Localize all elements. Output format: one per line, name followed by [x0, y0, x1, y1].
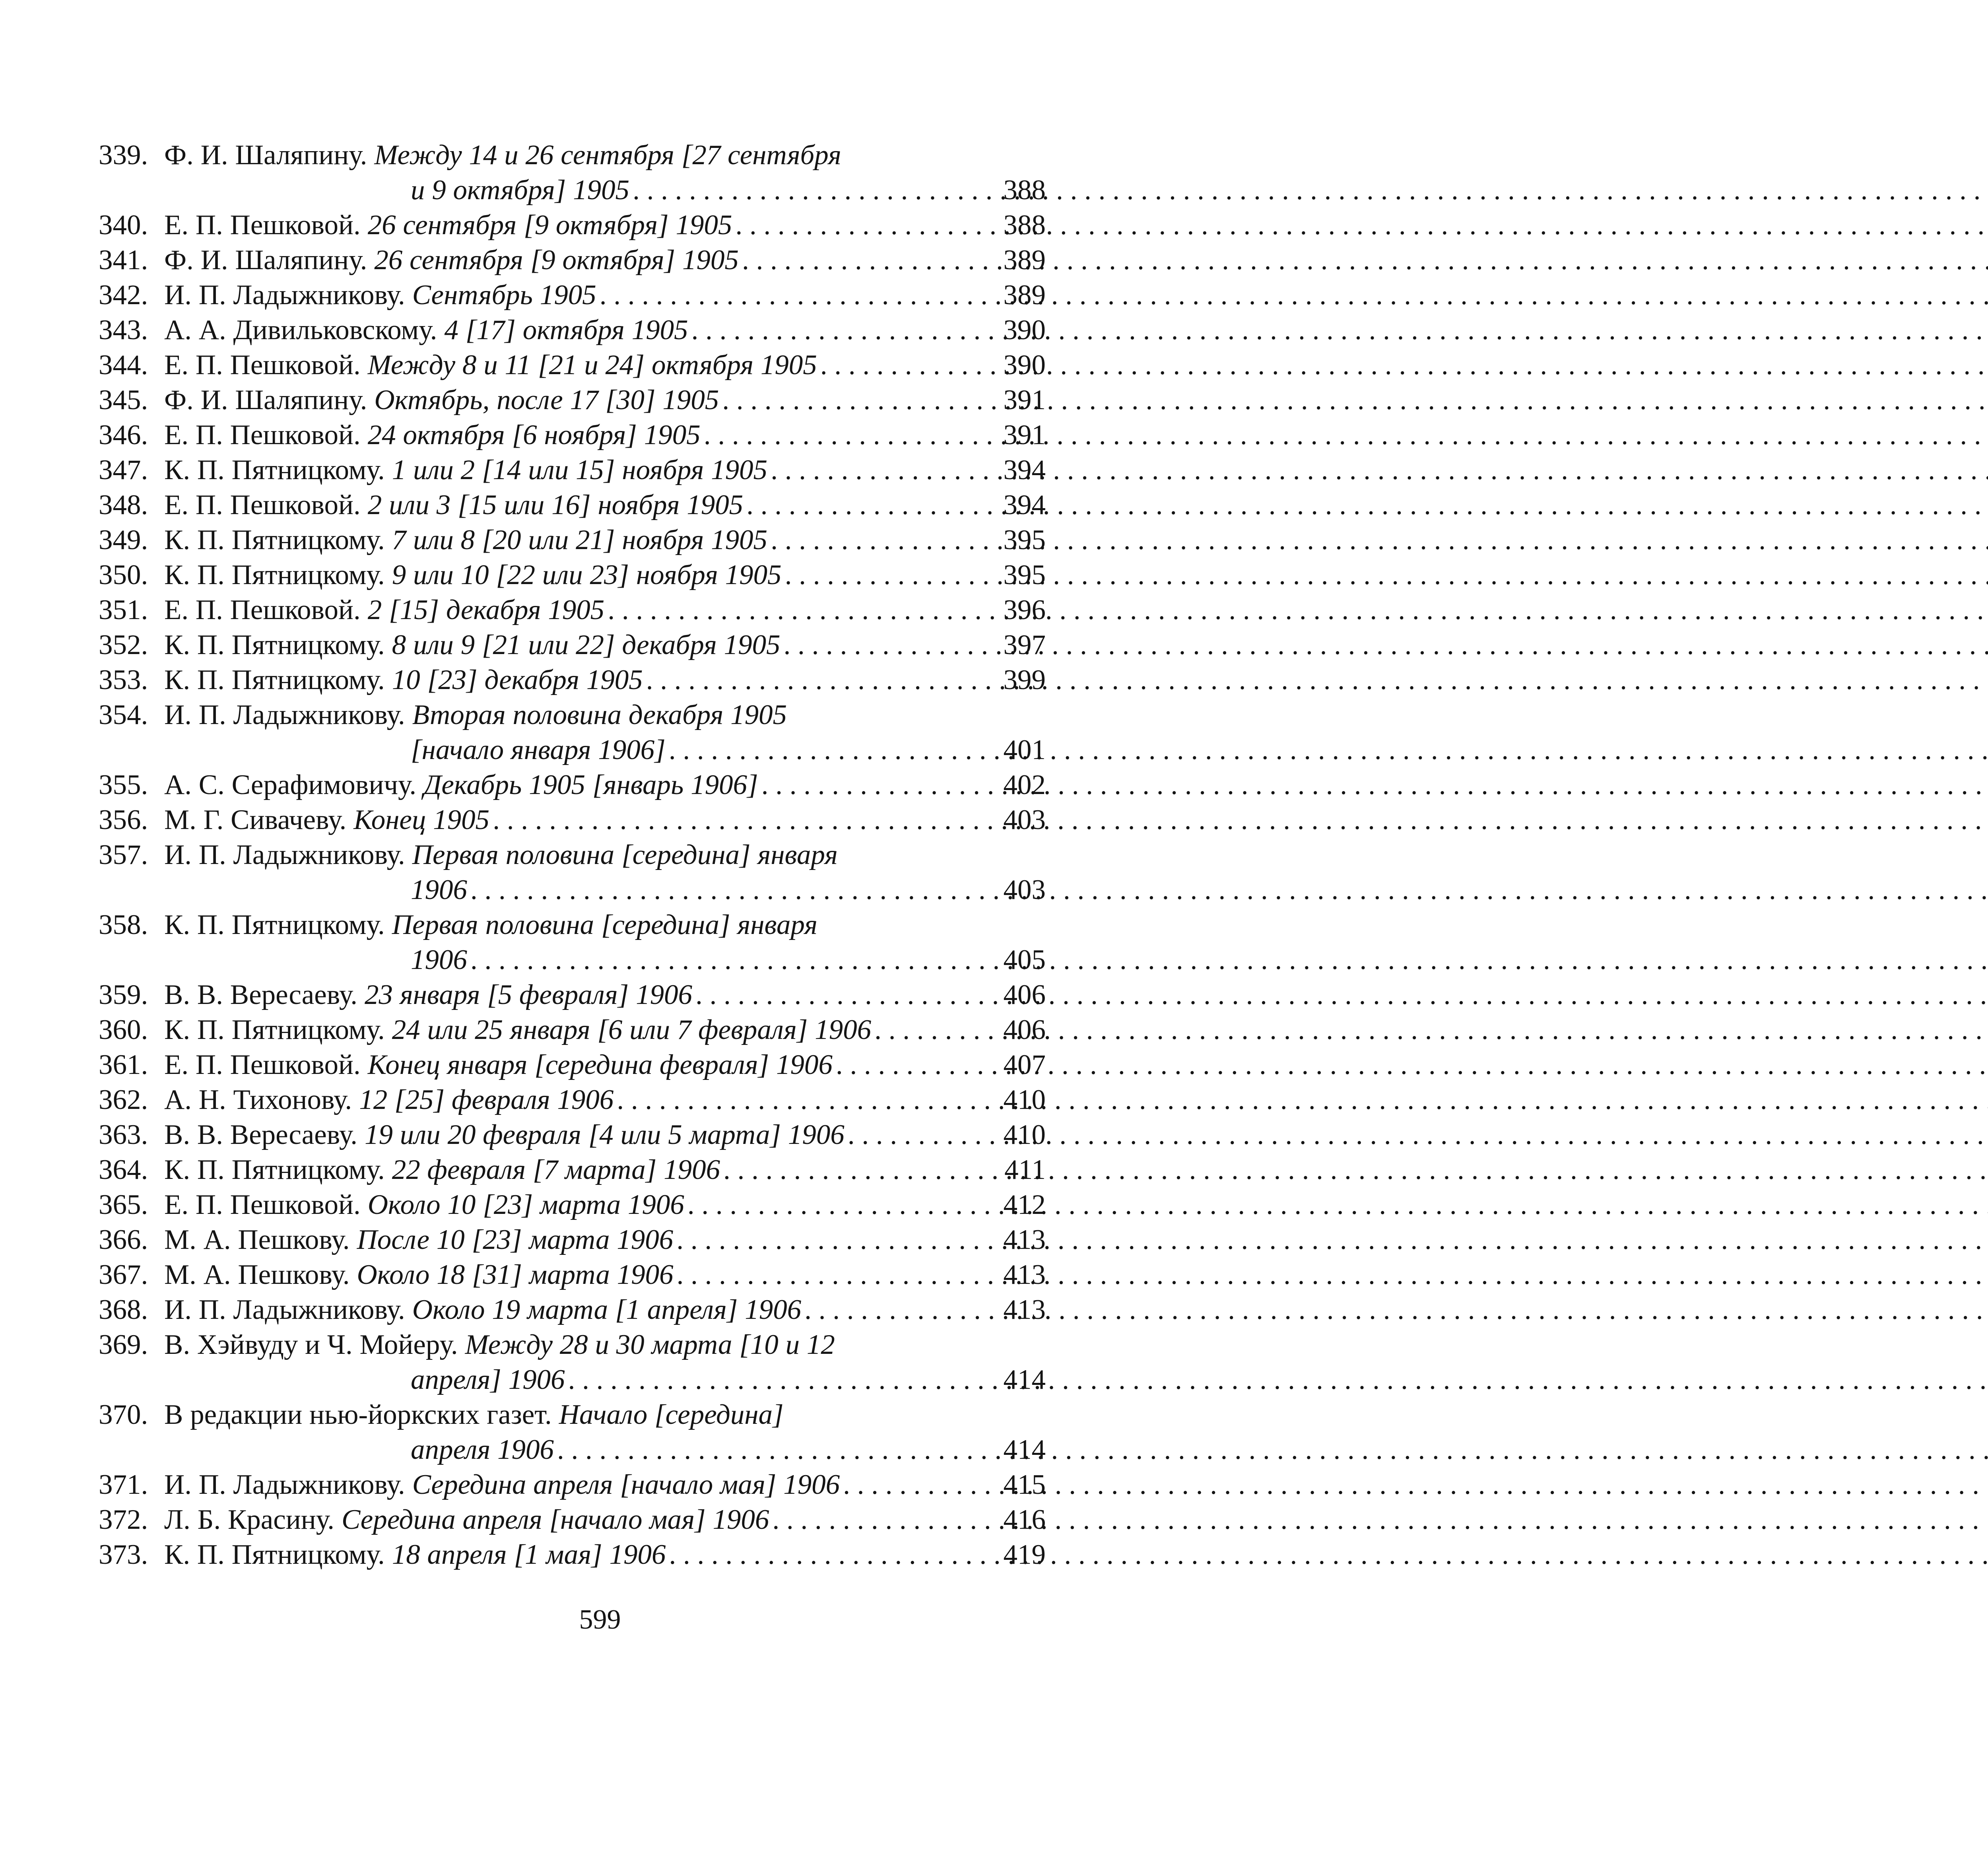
entry-number: 364.: [99, 1154, 148, 1185]
entry-page-number: 413: [1003, 1224, 1046, 1255]
toc-entry-first-line: [99, 907, 1046, 942]
toc-entry-first-line: [99, 592, 1046, 627]
entry-number: 373.: [99, 1539, 148, 1570]
entry-date: 9 или 10 [22 или 23] ноября 1905: [392, 559, 782, 590]
entry-date: 8 или 9 [21 или 22] декабря 1905: [392, 629, 780, 660]
entry-page-number: 413: [1003, 1294, 1046, 1325]
entry-number: 360.: [99, 1014, 148, 1045]
entry-date: 24 или 25 января [6 или 7 февраля] 1906: [392, 1014, 872, 1045]
entry-page-number: 405: [1003, 944, 1046, 975]
toc-entry-first-line: [99, 1292, 1046, 1327]
entry-recipient: В редакции нью-йоркских газет.: [164, 1399, 552, 1430]
entry-recipient: М. А. Пешкову.: [164, 1224, 350, 1255]
toc-entry: [99, 592, 1046, 627]
entry-date: Начало [середина]: [559, 1399, 784, 1430]
entry-page-number: 416: [1003, 1504, 1046, 1535]
entry-page-number: 394: [1003, 489, 1046, 520]
toc-entry: [99, 243, 1046, 278]
toc-entry-first-line: [99, 1187, 1046, 1222]
entry-number: 342.: [99, 280, 148, 311]
toc-entry: [99, 1467, 1046, 1502]
leader-dots: [820, 348, 983, 382]
toc-entry-continuation-line: [99, 1432, 1046, 1467]
entry-recipient: Л. Б. Красину.: [164, 1504, 334, 1535]
leader-dots: [608, 592, 983, 627]
entry-number: 359.: [99, 979, 148, 1010]
entry-number: 361.: [99, 1049, 148, 1080]
entry-date: 10 [23] декабря 1905: [392, 664, 643, 695]
entry-page-number: 399: [1003, 664, 1046, 695]
toc-entry: [99, 1292, 1046, 1327]
entry-recipient: Е. П. Пешковой.: [164, 1049, 361, 1080]
leader-dots: [772, 1502, 983, 1537]
leader-dots: [742, 243, 983, 278]
entry-page-number: 403: [1003, 874, 1046, 905]
toc-entry-first-line: [99, 1257, 1046, 1292]
entry-recipient: А. С. Серафимовичу.: [164, 769, 417, 800]
entry-date: Середина апреля [начало мая] 1906: [341, 1504, 769, 1535]
toc-entry-continuation-line: [99, 872, 1046, 907]
toc-entry-continuation-line: [99, 173, 1046, 208]
toc-entry-first-line: [99, 243, 1046, 278]
entry-date: 23 января [5 февраля] 1906: [365, 979, 693, 1010]
entry-recipient: Ф. И. Шаляпину.: [164, 140, 367, 171]
leader-dots: [771, 522, 983, 557]
entry-number: 354.: [99, 699, 148, 730]
entry-number: 348.: [99, 489, 148, 520]
toc-entry-first-line: [99, 837, 1046, 872]
entry-recipient: К. П. Пятницкому.: [164, 1154, 385, 1185]
entry-date: 24 октября [6 ноября] 1905: [367, 419, 701, 450]
toc-entry-first-line: [99, 662, 1046, 697]
entry-date: Около 19 марта [1 апреля] 1906: [412, 1294, 802, 1325]
entry-date: Конец января [середина февраля] 1906: [367, 1049, 833, 1080]
entry-number: 367.: [99, 1259, 148, 1290]
entry-number: 363.: [99, 1119, 148, 1150]
table-of-contents: [99, 138, 1046, 1572]
entry-number: 340.: [99, 210, 148, 241]
entry-number: 352.: [99, 629, 148, 660]
toc-entry-first-line: [99, 1152, 1046, 1187]
entry-recipient: И. П. Ладыжникову.: [164, 839, 405, 870]
entry-recipient: К. П. Пятницкому.: [164, 629, 385, 660]
entry-page-number: 390: [1003, 315, 1046, 346]
toc-entry: [99, 1012, 1046, 1047]
entry-page-number: 414: [1003, 1434, 1046, 1465]
toc-entry: [99, 1537, 1046, 1572]
toc-entry-first-line: [99, 1047, 1046, 1082]
entry-number: 344.: [99, 349, 148, 381]
entry-date: Октябрь, после 17 [30] 1905: [374, 384, 719, 415]
toc-entry: [99, 627, 1046, 662]
toc-entry-first-line: [99, 522, 1046, 557]
toc-entry-first-line: [99, 417, 1046, 452]
entry-page-number: 395: [1003, 559, 1046, 590]
entry-recipient: Е. П. Пешковой.: [164, 419, 361, 450]
entry-date: 19 или 20 февраля [4 или 5 марта] 1906: [365, 1119, 845, 1150]
toc-entry-first-line: [99, 767, 1046, 802]
toc-entry: [99, 1222, 1046, 1257]
leader-dots: [669, 732, 983, 767]
entry-recipient: М. Г. Сивачеву.: [164, 804, 347, 835]
leader-dots: [771, 452, 983, 487]
toc-entry-first-line: [99, 1082, 1046, 1117]
toc-entry: [99, 907, 1046, 977]
entry-date: После 10 [23] марта 1906: [357, 1224, 674, 1255]
page-number: 599: [579, 1604, 621, 1635]
leader-dots: [704, 417, 983, 452]
leader-dots: [633, 173, 983, 208]
entry-date: Середина апреля [начало мая] 1906: [412, 1469, 840, 1500]
toc-entry-first-line: [99, 697, 1046, 732]
entry-number: 343.: [99, 315, 148, 346]
toc-entry: [99, 697, 1046, 767]
toc-entry: [99, 1082, 1046, 1117]
entry-recipient: А. Н. Тихонову.: [164, 1084, 352, 1115]
leader-dots: [691, 313, 983, 348]
entry-date: Около 10 [23] марта 1906: [367, 1189, 684, 1220]
entry-number: 353.: [99, 664, 148, 695]
entry-page-number: 389: [1003, 245, 1046, 276]
toc-entry: [99, 802, 1046, 837]
entry-date: 22 февраля [7 марта] 1906: [392, 1154, 720, 1185]
entry-recipient: К. П. Пятницкому.: [164, 909, 385, 940]
entry-date: 18 апреля [1 мая] 1906: [392, 1539, 666, 1570]
entry-date: 26 сентября [9 октября] 1905: [374, 245, 739, 276]
toc-entry-continuation-line: [99, 732, 1046, 767]
leader-dots: [761, 767, 983, 802]
entry-date: Сентябрь 1905: [412, 280, 596, 311]
entry-recipient: В. Хэйвуду и Ч. Мойеру.: [164, 1329, 458, 1360]
toc-entry-first-line: [99, 627, 1046, 662]
entry-date-continuation: апреля] 1906: [411, 1364, 565, 1395]
leader-dots: [804, 1292, 983, 1327]
toc-entry: [99, 278, 1046, 313]
toc-entry-first-line: [99, 452, 1046, 487]
entry-date: 2 [15] декабря 1905: [367, 594, 605, 625]
entry-recipient: К. П. Пятницкому.: [164, 1014, 385, 1045]
entry-page-number: 413: [1003, 1259, 1046, 1290]
entry-recipient: Е. П. Пешковой.: [164, 210, 361, 241]
entry-page-number: 419: [1003, 1539, 1046, 1570]
leader-dots: [723, 1152, 983, 1187]
entry-date: Между 8 и 11 [21 и 24] октября 1905: [367, 349, 817, 381]
entry-page-number: 397: [1003, 629, 1046, 660]
toc-entry: [99, 452, 1046, 487]
entry-date-continuation: и 9 октября] 1905: [411, 175, 630, 206]
entry-number: 347.: [99, 454, 148, 485]
entry-recipient: И. П. Ладыжникову.: [164, 1469, 405, 1500]
entry-page-number: 395: [1003, 524, 1046, 555]
leader-dots: [600, 278, 983, 313]
toc-entry: [99, 1257, 1046, 1292]
entry-recipient: Е. П. Пешковой.: [164, 1189, 361, 1220]
entry-date: Около 18 [31] марта 1906: [357, 1259, 674, 1290]
leader-dots: [677, 1257, 983, 1292]
toc-entry-first-line: [99, 1397, 1046, 1432]
entry-date-continuation: апреля 1906: [411, 1434, 554, 1465]
leader-dots: [695, 977, 983, 1012]
entry-number: 355.: [99, 769, 148, 800]
entry-recipient: Е. П. Пешковой.: [164, 349, 361, 381]
entry-page-number: 388: [1003, 210, 1046, 241]
toc-entry-first-line: [99, 278, 1046, 313]
entry-recipient: И. П. Ладыжникову.: [164, 699, 405, 730]
toc-entry: [99, 1327, 1046, 1397]
toc-entry: [99, 487, 1046, 522]
entry-page-number: 411: [1004, 1154, 1046, 1185]
entry-number: 346.: [99, 419, 148, 450]
toc-entry: [99, 767, 1046, 802]
toc-entry: [99, 208, 1046, 243]
entry-number: 339.: [99, 140, 148, 171]
toc-entry-continuation-line: [99, 1362, 1046, 1397]
entry-recipient: А. А. Дивильковскому.: [164, 315, 437, 346]
entry-recipient: К. П. Пятницкому.: [164, 524, 385, 555]
entry-date: Декабрь 1905 [январь 1906]: [423, 769, 758, 800]
leader-dots: [470, 942, 983, 977]
entry-date-continuation: [начало января 1906]: [411, 734, 666, 765]
entry-page-number: 406: [1003, 1014, 1046, 1045]
toc-entry-first-line: [99, 348, 1046, 382]
entry-number: 358.: [99, 909, 148, 940]
toc-entry-first-line: [99, 1502, 1046, 1537]
entry-page-number: 391: [1003, 384, 1046, 415]
toc-entry: [99, 522, 1046, 557]
leader-dots: [874, 1012, 983, 1047]
entry-number: 368.: [99, 1294, 148, 1325]
toc-entry: [99, 348, 1046, 382]
entry-page-number: 410: [1003, 1084, 1046, 1115]
entry-date: 12 [25] февраля 1906: [359, 1084, 614, 1115]
entry-date: 7 или 8 [20 или 21] ноября 1905: [392, 524, 768, 555]
entry-page-number: 396: [1003, 594, 1046, 625]
toc-entry: [99, 977, 1046, 1012]
entry-date-continuation: 1906: [411, 944, 467, 975]
leader-dots: [669, 1537, 983, 1572]
entry-page-number: 402: [1003, 769, 1046, 800]
leader-dots: [493, 802, 983, 837]
entry-number: 362.: [99, 1084, 148, 1115]
entry-number: 365.: [99, 1189, 148, 1220]
entry-date: Первая половина [середина] января: [412, 839, 838, 870]
entry-page-number: 407: [1003, 1049, 1046, 1080]
entry-number: 345.: [99, 384, 148, 415]
toc-entry-first-line: [99, 138, 1046, 173]
entry-date: Между 14 и 26 сентября [27 сентября: [374, 140, 841, 171]
entry-number: 372.: [99, 1504, 148, 1535]
entry-page-number: 406: [1003, 979, 1046, 1010]
entry-recipient: К. П. Пятницкому.: [164, 454, 385, 485]
entry-recipient: В. В. Вересаеву.: [164, 1119, 358, 1150]
toc-entry-continuation-line: [99, 942, 1046, 977]
toc-entry: [99, 1152, 1046, 1187]
toc-entry: [99, 662, 1046, 697]
entry-recipient: Е. П. Пешковой.: [164, 594, 361, 625]
toc-entry: [99, 417, 1046, 452]
leader-dots: [722, 382, 983, 417]
toc-entry-first-line: [99, 802, 1046, 837]
entry-page-number: 390: [1003, 349, 1046, 381]
entry-recipient: К. П. Пятницкому.: [164, 1539, 385, 1570]
toc-entry: [99, 382, 1046, 417]
entry-number: 370.: [99, 1399, 148, 1430]
entry-recipient: Ф. И. Шаляпину.: [164, 384, 367, 415]
leader-dots: [617, 1082, 983, 1117]
entry-page-number: 391: [1003, 419, 1046, 450]
toc-entry: [99, 1502, 1046, 1537]
toc-entry-first-line: [99, 382, 1046, 417]
leader-dots: [470, 872, 983, 907]
leader-dots: [568, 1362, 983, 1397]
leader-dots: [843, 1467, 983, 1502]
leader-dots: [784, 627, 983, 662]
toc-entry: [99, 557, 1046, 592]
leader-dots: [848, 1117, 983, 1152]
entry-recipient: К. П. Пятницкому.: [164, 559, 385, 590]
entry-number: 350.: [99, 559, 148, 590]
entry-number: 341.: [99, 245, 148, 276]
entry-recipient: В. В. Вересаеву.: [164, 979, 358, 1010]
toc-entry-first-line: [99, 977, 1046, 1012]
leader-dots: [836, 1047, 983, 1082]
leader-dots: [735, 208, 983, 243]
entry-page-number: 389: [1003, 280, 1046, 311]
toc-entry-first-line: [99, 1467, 1046, 1502]
toc-entry-first-line: [99, 1327, 1046, 1362]
toc-entry: [99, 1187, 1046, 1222]
leader-dots: [785, 557, 983, 592]
entry-number: 371.: [99, 1469, 148, 1500]
entry-number: 357.: [99, 839, 148, 870]
toc-entry-first-line: [99, 1222, 1046, 1257]
toc-entry-first-line: [99, 1537, 1046, 1572]
entry-page-number: 394: [1003, 454, 1046, 485]
toc-entry-first-line: [99, 487, 1046, 522]
toc-entry: [99, 138, 1046, 208]
entry-number: 366.: [99, 1224, 148, 1255]
entry-page-number: 388: [1003, 175, 1046, 206]
toc-entry: [99, 313, 1046, 348]
leader-dots: [746, 487, 983, 522]
toc-entry: [99, 837, 1046, 907]
toc-entry: [99, 1397, 1046, 1467]
entry-date: 2 или 3 [15 или 16] ноября 1905: [367, 489, 744, 520]
toc-entry-first-line: [99, 208, 1046, 243]
toc-entry-first-line: [99, 1012, 1046, 1047]
entry-date-continuation: 1906: [411, 874, 467, 905]
entry-date: 26 сентября [9 октября] 1905: [367, 210, 732, 241]
leader-dots: [687, 1187, 983, 1222]
leader-dots: [557, 1432, 983, 1467]
entry-page-number: 410: [1003, 1119, 1046, 1150]
entry-number: 369.: [99, 1329, 148, 1360]
entry-recipient: И. П. Ладыжникову.: [164, 1294, 405, 1325]
entry-date: Первая половина [середина] января: [392, 909, 818, 940]
entry-page-number: 414: [1003, 1364, 1046, 1395]
toc-entry-first-line: [99, 1117, 1046, 1152]
entry-date: 4 [17] октября 1905: [444, 315, 688, 346]
entry-date: Между 28 и 30 марта [10 и 12: [465, 1329, 835, 1360]
entry-date: 1 или 2 [14 или 15] ноября 1905: [392, 454, 768, 485]
entry-page-number: 415: [1003, 1469, 1046, 1500]
entry-page-number: 412: [1003, 1189, 1046, 1220]
entry-date: Конец 1905: [353, 804, 490, 835]
entry-number: 351.: [99, 594, 148, 625]
entry-recipient: Е. П. Пешковой.: [164, 489, 361, 520]
leader-dots: [676, 1222, 983, 1257]
entry-date: Вторая половина декабря 1905: [412, 699, 787, 730]
entry-number: 356.: [99, 804, 148, 835]
entry-number: 349.: [99, 524, 148, 555]
toc-entry-first-line: [99, 557, 1046, 592]
entry-page-number: 403: [1003, 804, 1046, 835]
entry-recipient: Ф. И. Шаляпину.: [164, 245, 367, 276]
entry-recipient: К. П. Пятницкому.: [164, 664, 385, 695]
entry-recipient: И. П. Ладыжникову.: [164, 280, 405, 311]
toc-entry: [99, 1047, 1046, 1082]
entry-recipient: М. А. Пешкову.: [164, 1259, 350, 1290]
toc-entry: [99, 1117, 1046, 1152]
leader-dots: [646, 662, 983, 697]
entry-page-number: 401: [1003, 734, 1046, 765]
toc-entry-first-line: [99, 313, 1046, 348]
